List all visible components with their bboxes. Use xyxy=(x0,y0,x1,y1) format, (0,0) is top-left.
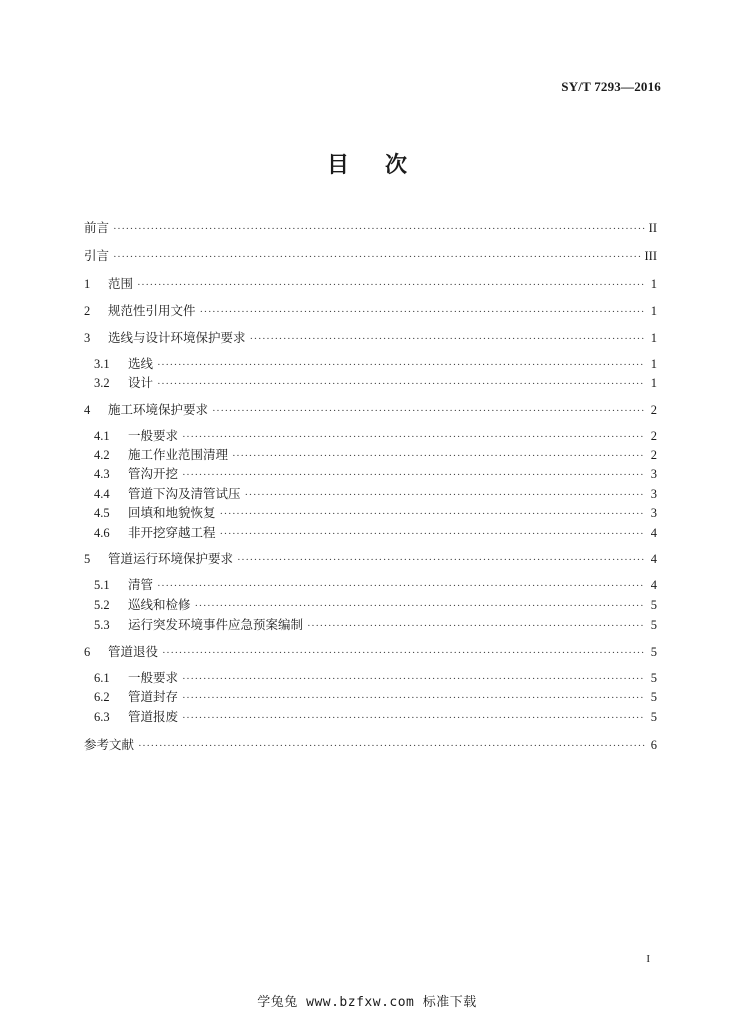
toc-number: 6 xyxy=(84,645,91,659)
toc-label: 施工作业范围清理 xyxy=(128,447,229,462)
toc-leader-dots xyxy=(157,378,645,390)
toc-leader-dots xyxy=(157,580,645,592)
toc-page: 4 xyxy=(650,526,657,540)
toc-leader-dots xyxy=(195,600,645,612)
toc-label: 巡线和检修 xyxy=(128,597,191,612)
toc-leader-dots xyxy=(113,223,645,235)
toc-label: 非开挖穿越工程 xyxy=(128,525,216,540)
toc-entry-5-1[interactable] xyxy=(84,575,657,595)
toc-label: 施工环境保护要求 xyxy=(108,402,209,417)
toc-number: 4 xyxy=(84,403,91,417)
toc-label: 管沟开挖 xyxy=(128,466,179,481)
toc-page: 5 xyxy=(650,671,657,685)
toc-number: 3 xyxy=(84,331,91,345)
toc-number: 6.2 xyxy=(94,690,110,704)
toc-entry-3-1[interactable] xyxy=(84,354,657,374)
toc-label: 设计 xyxy=(128,375,154,390)
toc-number: 5 xyxy=(84,552,91,566)
toc-label: 清管 xyxy=(128,577,154,592)
standard-code: SY/T 7293—2016 xyxy=(561,79,661,94)
toc-label: 范围 xyxy=(108,276,134,291)
toc-label: 管道下沟及清管试压 xyxy=(128,486,241,501)
toc-label: 运行突发环境事件应急预案编制 xyxy=(128,617,304,632)
toc-entry-4-2[interactable] xyxy=(84,445,657,465)
toc-leader-dots xyxy=(200,306,645,318)
toc-page: 3 xyxy=(650,506,657,520)
footer-watermark: 学兔兔 www.bzfxw.com 标准下载 xyxy=(257,995,477,1010)
toc-label: 管道报废 xyxy=(128,709,179,724)
toc-label: 规范性引用文件 xyxy=(108,303,196,318)
toc-entry-1[interactable] xyxy=(84,274,657,294)
toc-number: 4.4 xyxy=(94,487,110,501)
toc-number: 5.2 xyxy=(94,598,110,612)
toc-entry-4[interactable] xyxy=(84,400,657,420)
toc-number: 5.1 xyxy=(94,578,110,592)
toc-entry-3-2[interactable] xyxy=(84,373,657,393)
toc-entry-foreword[interactable] xyxy=(84,218,657,238)
toc-number: 4.6 xyxy=(94,526,110,540)
page-number: I xyxy=(646,953,650,965)
toc-leader-dots xyxy=(232,450,645,462)
toc-number: 5.3 xyxy=(94,618,110,632)
toc-page: 2 xyxy=(650,403,657,417)
toc-number: 4.1 xyxy=(94,429,110,443)
toc-page: 5 xyxy=(650,710,657,724)
toc-entry-6-3[interactable] xyxy=(84,707,657,727)
toc-page: 1 xyxy=(650,331,657,345)
toc-label: 管道运行环境保护要求 xyxy=(108,551,234,566)
toc-entry-4-1[interactable] xyxy=(84,426,657,446)
toc-entry-5[interactable] xyxy=(84,549,657,569)
toc-page: 1 xyxy=(650,277,657,291)
toc-page: 1 xyxy=(650,304,657,318)
toc-page: III xyxy=(644,249,657,263)
toc-leader-dots xyxy=(220,528,645,540)
toc-label: 管道封存 xyxy=(128,689,179,704)
toc-leader-dots xyxy=(237,554,645,566)
toc-label: 前言 xyxy=(84,220,110,235)
toc-leader-dots xyxy=(182,431,645,443)
toc-entry-6[interactable] xyxy=(84,642,657,662)
toc-page: 4 xyxy=(650,578,657,592)
toc-number: 6.3 xyxy=(94,710,110,724)
toc-leader-dots xyxy=(162,647,645,659)
toc-leader-dots xyxy=(182,673,645,685)
toc-entry-2[interactable] xyxy=(84,301,657,321)
toc-page: 1 xyxy=(650,376,657,390)
toc-leader-dots xyxy=(137,279,645,291)
toc-page: 1 xyxy=(650,357,657,371)
toc-number: 2 xyxy=(84,304,91,318)
toc-label: 引言 xyxy=(84,248,110,263)
toc-label: 选线 xyxy=(128,356,154,371)
toc-number: 3.2 xyxy=(94,376,110,390)
toc-label: 一般要求 xyxy=(128,428,179,443)
toc-entry-6-2[interactable] xyxy=(84,687,657,707)
toc-page: II xyxy=(648,221,657,235)
toc-leader-dots xyxy=(212,405,645,417)
toc-label: 选线与设计环境保护要求 xyxy=(108,330,246,345)
toc-leader-dots xyxy=(307,620,645,632)
toc-page: 3 xyxy=(650,487,657,501)
toc-page: 4 xyxy=(650,552,657,566)
toc-leader-dots xyxy=(250,333,645,345)
toc-leader-dots xyxy=(220,508,645,520)
toc-entry-4-4[interactable] xyxy=(84,484,657,504)
toc-page: 6 xyxy=(650,738,657,752)
toc-leader-dots xyxy=(138,740,645,752)
toc-number: 1 xyxy=(84,277,91,291)
toc-page: 5 xyxy=(650,645,657,659)
toc-label: 回填和地貌恢复 xyxy=(128,505,216,520)
toc-page: 5 xyxy=(650,618,657,632)
toc-leader-dots xyxy=(182,469,645,481)
toc-entry-references[interactable] xyxy=(84,735,657,755)
toc-title: 目次 xyxy=(326,152,443,178)
toc-entry-4-6[interactable] xyxy=(84,523,657,543)
toc-entry-4-3[interactable] xyxy=(84,464,657,484)
toc-page: 5 xyxy=(650,598,657,612)
toc-label: 参考文献 xyxy=(84,737,135,752)
toc-leader-dots xyxy=(182,692,645,704)
toc-number: 4.3 xyxy=(94,467,110,481)
toc-number: 4.5 xyxy=(94,506,110,520)
toc-page: 3 xyxy=(650,467,657,481)
toc-entry-introduction[interactable] xyxy=(84,246,657,266)
toc-label: 管道退役 xyxy=(108,644,159,659)
toc-entry-6-1[interactable] xyxy=(84,668,657,688)
toc-leader-dots xyxy=(182,712,645,724)
toc-number: 3.1 xyxy=(94,357,110,371)
toc-entry-5-3[interactable] xyxy=(84,615,657,635)
toc-leader-dots xyxy=(113,251,640,263)
toc-entry-5-2[interactable] xyxy=(84,595,657,615)
toc-page: 2 xyxy=(650,429,657,443)
toc-leader-dots xyxy=(245,489,645,501)
toc-number: 6.1 xyxy=(94,671,110,685)
toc-number: 4.2 xyxy=(94,448,110,462)
toc-page: 5 xyxy=(650,690,657,704)
toc-page: 2 xyxy=(650,448,657,462)
toc-leader-dots xyxy=(157,359,645,371)
toc-label: 一般要求 xyxy=(128,670,179,685)
toc-entry-4-5[interactable] xyxy=(84,503,657,523)
toc-entry-3[interactable] xyxy=(84,328,657,348)
